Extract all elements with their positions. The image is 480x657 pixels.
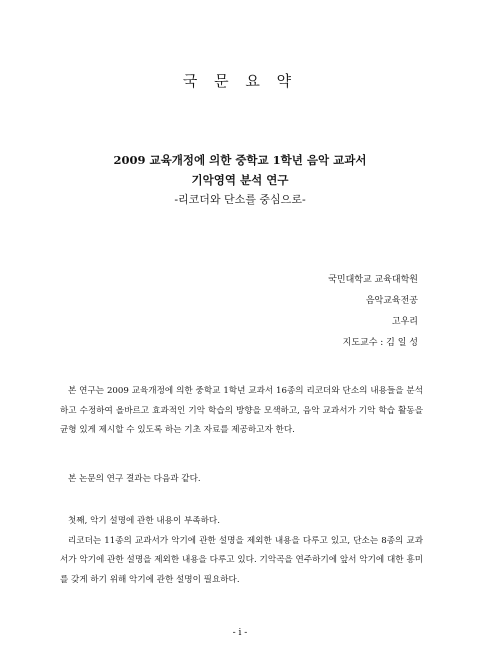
author-advisor: 지도교수 : 김 일 성 (342, 338, 418, 348)
title-block (0, 150, 480, 210)
paragraph-1-text: 본 연구는 2009 교육개정에 의한 중학교 1학년 교과서 16종의 리코더와 단소의 내용들을 분석하고 수정하여 올바르고 효과적인 기악 학습의 방향을 모색하고, 음악 교과서가 기악 학습 활동을 균형 있게 제시할 수 있도록 하는 기초 자료를 제공하고자 한다. (60, 386, 423, 435)
author-block (328, 270, 418, 354)
body-paragraph-3 (60, 512, 423, 590)
paragraph-2-text: 본 논문의 연구 결과는 다음과 같다. (68, 474, 201, 484)
body-paragraph-2 (60, 470, 423, 490)
subtitle: -리코더와 단소를 중심으로- (174, 193, 306, 206)
title-line-2: 기악영역 분석 연구 (191, 173, 289, 187)
abstract-heading: 국 문 요 약 (182, 72, 298, 90)
author-name: 고우리 (391, 317, 418, 327)
title-line-1: 2009 교육개정에 의한 중학교 1학년 음악 교과서 (113, 153, 367, 167)
paragraph-3-first-line: 첫째, 악기 설명에 관한 내용이 부족하다. (68, 516, 220, 526)
author-school: 국민대학교 교육대학원 (328, 275, 418, 285)
body-paragraph-1 (60, 382, 423, 441)
author-major: 음악교육전공 (365, 296, 418, 306)
page-number: - i - (232, 628, 248, 638)
paragraph-3-text: 리코더는 11종의 교과서가 악기에 관한 설명을 제외한 내용을 다루고 있고, 단소는 8종의 교과서가 악기에 관한 설명을 제외한 내용을 다루고 있다. 기악곡을 연주하기에 앞서 악기에 대한 흥미를 갖게 하기 위해 악기에 관한 설명이 필요하다. (60, 535, 423, 585)
